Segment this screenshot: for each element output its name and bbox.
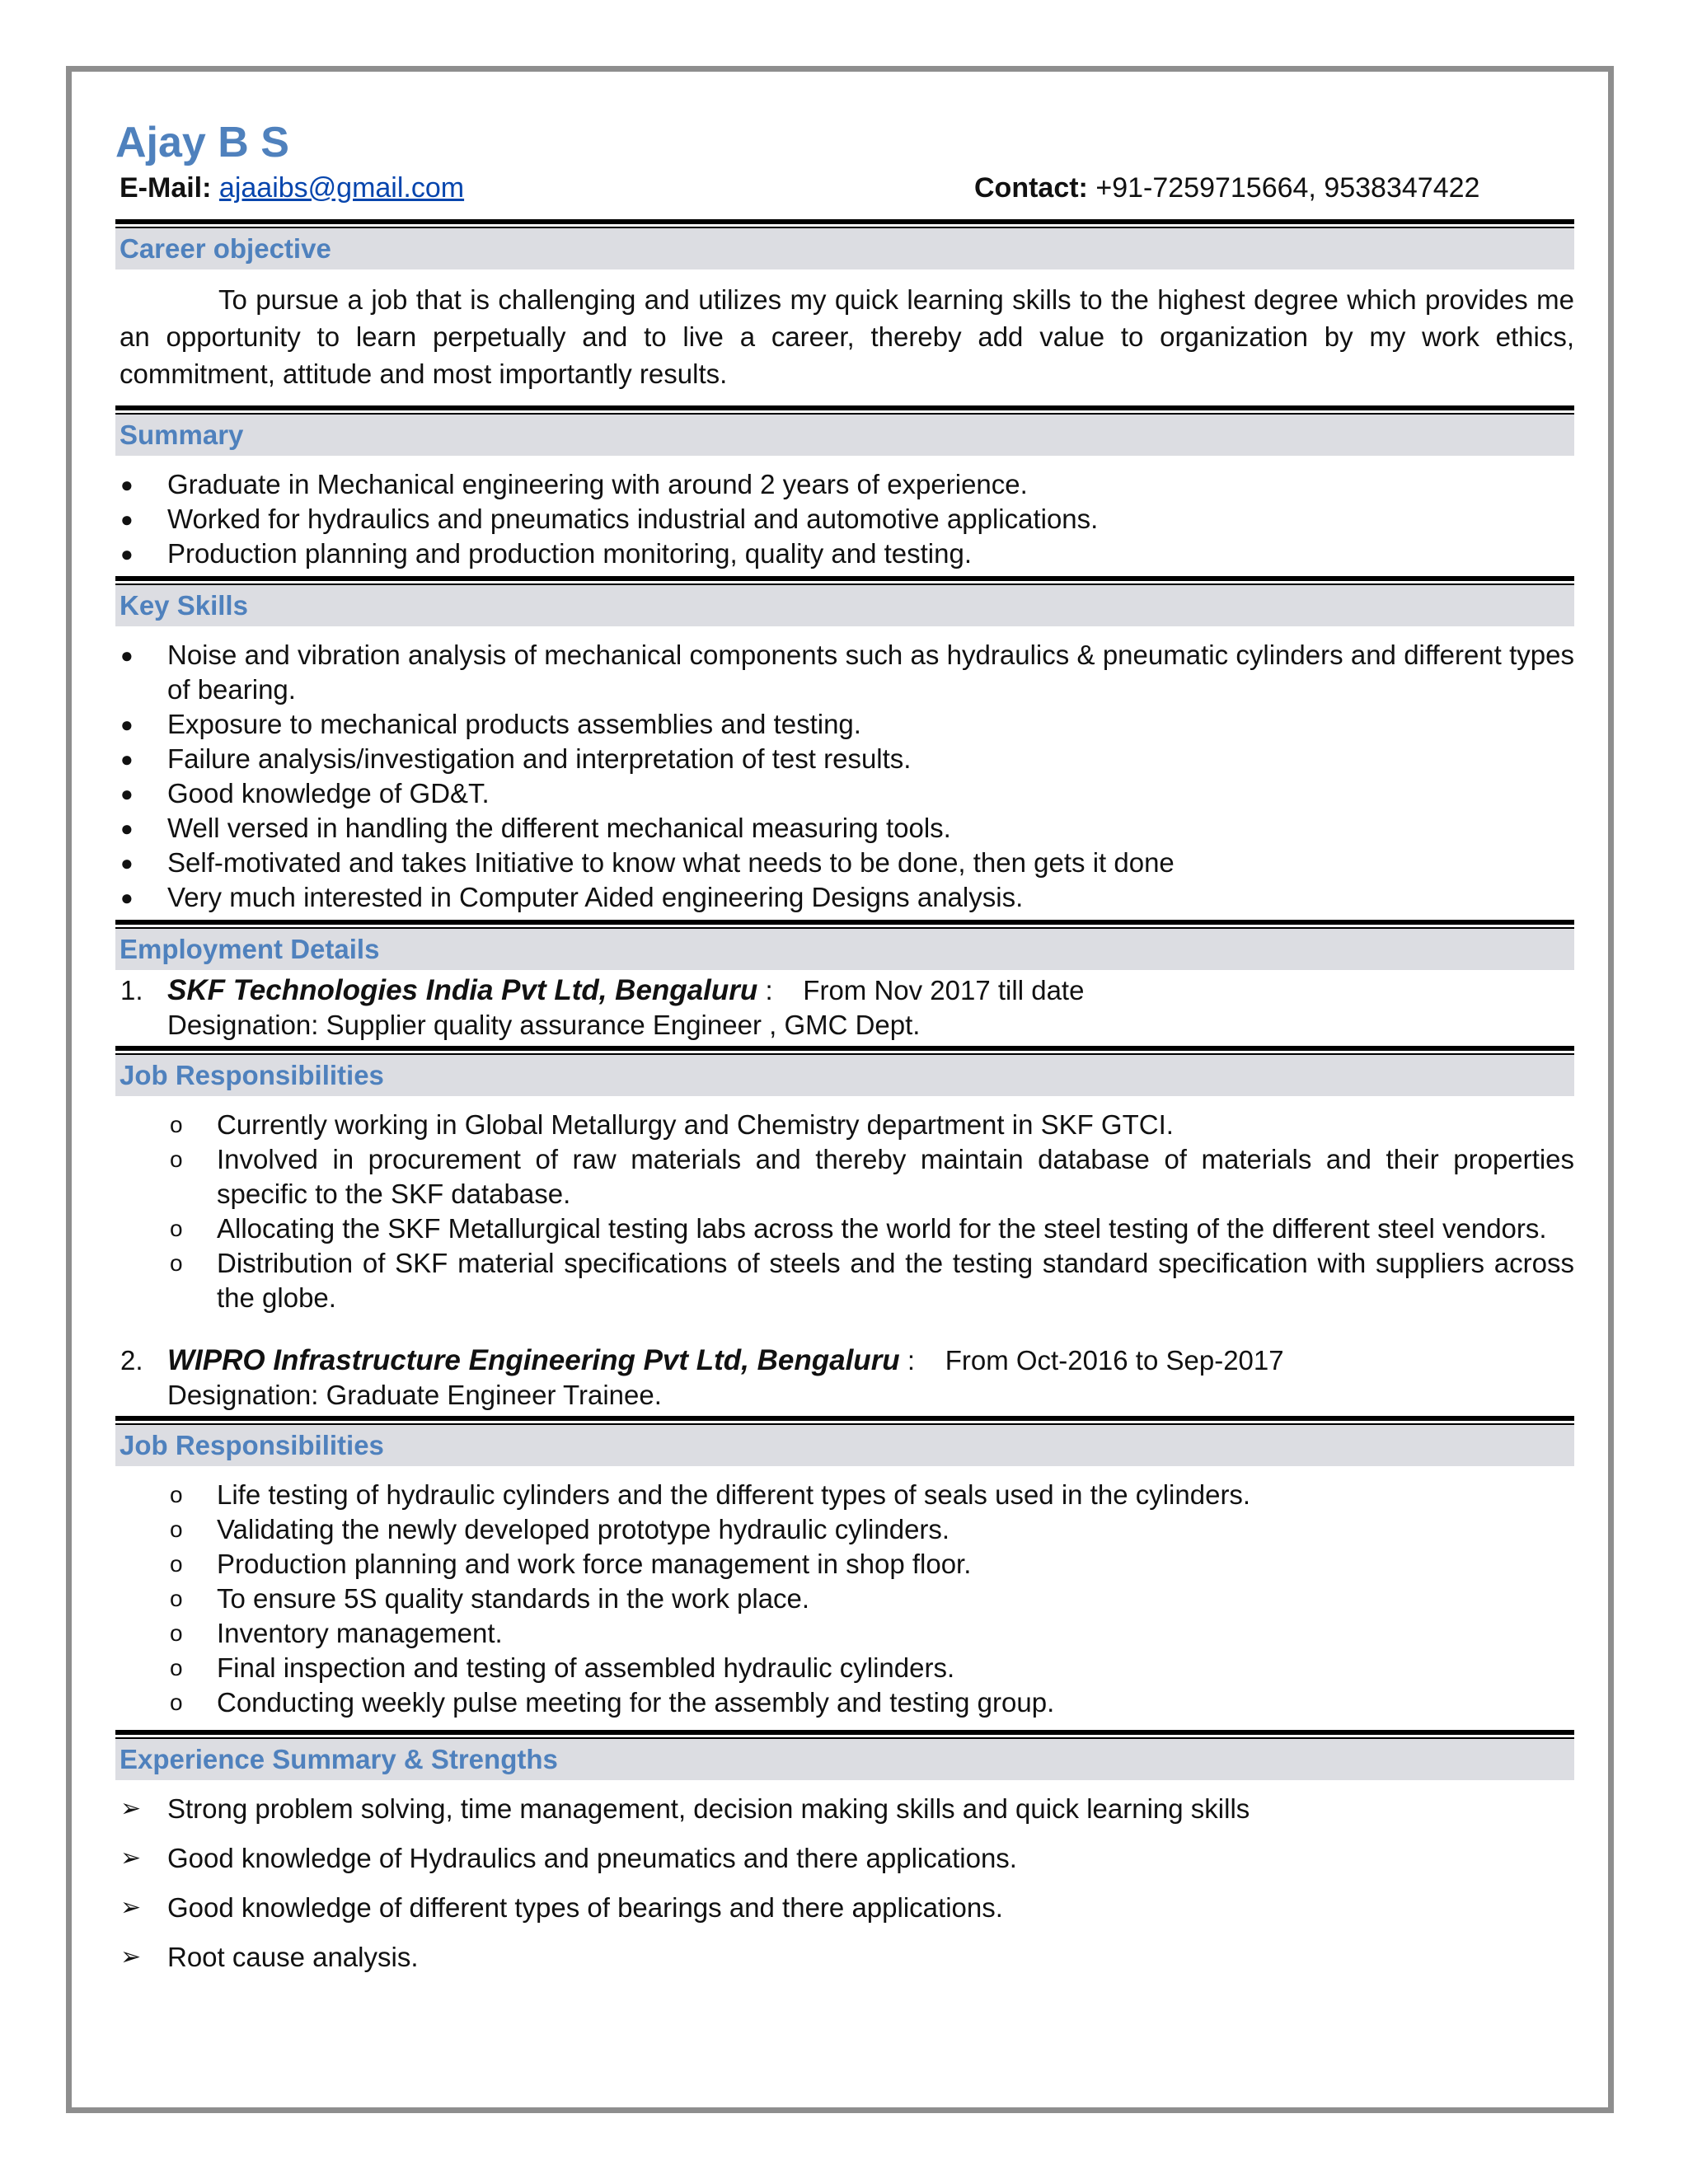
job-entry	[115, 1343, 1574, 1413]
email-link[interactable]: ajaaibs@gmail.com	[218, 172, 465, 204]
list-item: ➢ Good knowledge of Hydraulics and pneumatics and there applications.	[115, 1841, 1574, 1876]
job-period: From Oct-2016 to Sep-2017	[945, 1345, 1284, 1376]
circle-bullet-icon: o	[170, 1516, 183, 1542]
list-item: o Currently working in Global Metallurgy and Chemistry department in SKF GTCI.	[165, 1108, 1574, 1142]
job-entry	[115, 973, 1574, 1043]
strengths-list	[115, 1792, 1574, 1975]
bullet-icon: ●	[120, 851, 134, 875]
section-heading-key-skills: Key Skills	[115, 585, 1574, 626]
list-item: ● Failure analysis/investigation and interpretation of test results.	[115, 742, 1574, 776]
email-label: E-Mail:	[120, 172, 212, 204]
section-divider	[115, 1416, 1574, 1425]
list-item: o Distribution of SKF material specifications of steels and the testing standard specification with suppliers across the globe.	[170, 1248, 1574, 1313]
circle-bullet-icon: o	[170, 1482, 183, 1507]
job-designation: Designation: Supplier quality assurance Engineer , GMC Dept.	[167, 1010, 921, 1040]
bullet-icon: ●	[120, 507, 134, 532]
resume-document	[115, 115, 1574, 1990]
list-item: o Validating the newly developed prototype hydraulic cylinders.	[165, 1512, 1574, 1547]
circle-bullet-icon: o	[170, 1146, 183, 1172]
circle-bullet-icon: o	[170, 1216, 183, 1241]
section-divider	[115, 219, 1574, 228]
candidate-name: Ajay B S	[115, 119, 289, 166]
job-separator: :	[907, 1345, 916, 1376]
list-item: o Allocating the SKF Metallurgical testing labs across the world for the steel testing of the different steel vendors.	[165, 1212, 1574, 1246]
list-item: ● Very much interested in Computer Aided engineering Designs analysis.	[115, 880, 1574, 915]
arrow-bullet-icon: ➢	[120, 1795, 142, 1822]
arrow-bullet-icon: ➢	[120, 1894, 142, 1921]
list-item: ● Self-motivated and takes Initiative to know what needs to be done, then gets it done	[115, 846, 1574, 880]
circle-bullet-icon: o	[170, 1690, 183, 1715]
job-separator: :	[765, 975, 773, 1005]
circle-bullet-icon: o	[170, 1620, 183, 1646]
list-item: o To ensure 5S quality standards in the work place.	[165, 1582, 1574, 1616]
list-item: ● Noise and vibration analysis of mechanical components such as hydraulics & pneumatic cylinders and different types of bearing.	[120, 640, 1574, 705]
job-period: From Nov 2017 till date	[803, 975, 1085, 1005]
phone-block	[974, 170, 1479, 206]
key-skills-list	[115, 638, 1574, 915]
list-item: ➢ Good knowledge of different types of bearings and there applications.	[115, 1891, 1574, 1925]
list-item: ● Production planning and production monitoring, quality and testing.	[115, 537, 1574, 571]
arrow-bullet-icon: ➢	[120, 1943, 142, 1971]
company-name: SKF Technologies India Pvt Ltd, Bengaluru	[167, 974, 758, 1006]
bullet-icon: ●	[120, 541, 134, 566]
bullet-icon: ●	[120, 643, 134, 668]
email-block	[120, 170, 464, 206]
circle-bullet-icon: o	[170, 1250, 183, 1276]
section-heading-strengths: Experience Summary & Strengths	[115, 1739, 1574, 1780]
contact-label: Contact:	[974, 172, 1088, 204]
job-designation: Designation: Graduate Engineer Trainee.	[167, 1380, 662, 1410]
section-heading-summary: Summary	[115, 415, 1574, 456]
summary-list	[115, 467, 1574, 571]
job-number: 2.	[120, 1345, 143, 1376]
list-item: ➢ Root cause analysis.	[115, 1940, 1574, 1975]
list-item: o Production planning and work force management in shop floor.	[165, 1547, 1574, 1582]
job-responsibilities-list	[165, 1108, 1574, 1315]
circle-bullet-icon: o	[170, 1551, 183, 1577]
bullet-icon: ●	[120, 747, 134, 771]
bullet-icon: ●	[120, 816, 134, 841]
job-responsibilities-list	[165, 1478, 1574, 1720]
company-name: WIPRO Infrastructure Engineering Pvt Ltd, Bengaluru	[167, 1344, 900, 1376]
list-item: ● Good knowledge of GD&T.	[115, 776, 1574, 811]
section-heading-career-objective: Career objective	[115, 228, 1574, 269]
contact-number: +91-7259715664, 9538347422	[1095, 172, 1480, 204]
section-divider	[115, 405, 1574, 415]
list-item: o Life testing of hydraulic cylinders and the different types of seals used in the cylinders.	[165, 1478, 1574, 1512]
career-objective-text: To pursue a job that is challenging and utilizes my quick learning skills to the highest degree which provides me an opportunity to learn perpetually and to live a career, thereby add value to organization by my work ethics, commitment, attitude and most importantly results.	[120, 284, 1574, 389]
circle-bullet-icon: o	[170, 1655, 183, 1680]
list-item: ➢ Strong problem solving, time management, decision making skills and quick learning skills	[115, 1792, 1574, 1826]
arrow-bullet-icon: ➢	[120, 1844, 142, 1872]
section-heading-job-responsibilities: Job Responsibilities	[115, 1425, 1574, 1466]
bullet-icon: ●	[120, 472, 134, 497]
section-divider	[115, 920, 1574, 929]
circle-bullet-icon: o	[170, 1112, 183, 1137]
circle-bullet-icon: o	[170, 1586, 183, 1611]
list-item: ● Exposure to mechanical products assemblies and testing.	[115, 707, 1574, 742]
bullet-icon: ●	[120, 781, 134, 806]
list-item: ● Graduate in Mechanical engineering with around 2 years of experience.	[115, 467, 1574, 502]
section-divider	[115, 1730, 1574, 1739]
list-item: o Involved in procurement of raw materials and thereby maintain database of materials and their properties specific to the SKF database.	[170, 1144, 1574, 1209]
section-divider	[115, 576, 1574, 585]
contact-row	[115, 170, 1574, 206]
list-item: o Final inspection and testing of assembled hydraulic cylinders.	[165, 1651, 1574, 1685]
job-number: 1.	[120, 975, 143, 1005]
section-divider	[115, 1046, 1574, 1055]
section-heading-employment: Employment Details	[115, 929, 1574, 970]
bullet-icon: ●	[120, 885, 134, 910]
bullet-icon: ●	[120, 712, 134, 737]
list-item: ● Worked for hydraulics and pneumatics industrial and automotive applications.	[115, 502, 1574, 537]
list-item: ● Well versed in handling the different mechanical measuring tools.	[115, 811, 1574, 846]
list-item: o Inventory management.	[165, 1616, 1574, 1651]
section-heading-job-responsibilities: Job Responsibilities	[115, 1055, 1574, 1096]
list-item: o Conducting weekly pulse meeting for the assembly and testing group.	[165, 1685, 1574, 1720]
